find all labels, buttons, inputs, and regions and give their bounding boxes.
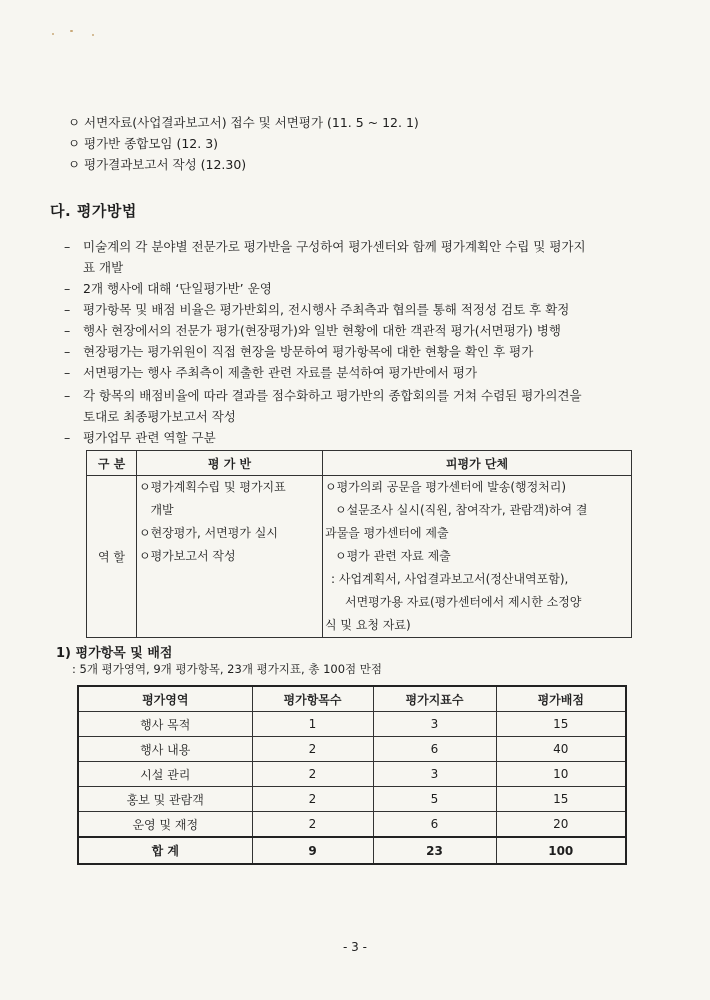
roles-header-evaluator: 평 가 반 — [137, 451, 323, 476]
schedule-list — [68, 112, 668, 175]
item-count-cell: 1 — [252, 712, 373, 737]
table-row — [78, 737, 626, 762]
method-item — [64, 385, 674, 427]
points-cell: 15 — [496, 787, 626, 812]
evaluated-line: 과물을 평가센터에 제출 — [325, 526, 449, 540]
scores-header-points: 평가배점 — [496, 686, 626, 712]
schedule-item — [68, 112, 668, 133]
indicator-count-cell: 6 — [373, 737, 496, 762]
indicator-count-cell: 3 — [373, 762, 496, 787]
item-count-cell: 2 — [252, 737, 373, 762]
method-item — [64, 236, 674, 278]
method-item — [64, 341, 674, 362]
indicator-count-cell: 6 — [373, 812, 496, 838]
roles-body-row — [87, 476, 632, 638]
roles-table — [86, 450, 632, 638]
area-cell: 행사 목적 — [78, 712, 252, 737]
indicator-count-cell: 3 — [373, 712, 496, 737]
circle-bullet-icon: ㅇ — [68, 157, 81, 172]
dash-bullet: – — [64, 323, 71, 338]
method-text: 평가업무 관련 역할 구분 — [83, 430, 216, 445]
area-cell: 시설 관리 — [78, 762, 252, 787]
evaluated-line: 서면평가용 자료(평가센터에서 제시한 소정양 — [345, 595, 582, 609]
total-label: 합 계 — [78, 837, 252, 864]
method-item — [64, 320, 674, 341]
area-cell: 홍보 및 관람객 — [78, 787, 252, 812]
method-text: 행사 현장에서의 전문가 평가(현장평가)와 일반 현황에 대한 객관적 평가(서면평가) 병행 — [83, 323, 561, 338]
roles-row-label: 역 할 — [87, 476, 137, 638]
method-text: 2개 행사에 대해 ‘단일평가반’ 운영 — [83, 281, 272, 296]
total-item-count: 9 — [252, 837, 373, 864]
item-count-cell: 2 — [252, 812, 373, 838]
roles-evaluator-cell — [137, 476, 323, 638]
points-cell: 20 — [496, 812, 626, 838]
dash-bullet: – — [64, 430, 71, 445]
schedule-text: 평가결과보고서 작성 (12.30) — [84, 157, 247, 172]
dash-bullet: – — [64, 388, 71, 403]
total-points: 100 — [496, 837, 626, 864]
method-item — [64, 299, 674, 320]
dash-bullet: – — [64, 281, 71, 296]
method-text: 미술계의 각 분야별 전문가로 평가반을 구성하여 평가센터와 함께 평가계획안 수립 및 평가지 — [83, 239, 586, 254]
method-item — [64, 362, 674, 383]
method-text: 현장평가는 평가위원이 직접 현장을 방문하여 평가항목에 대한 현황을 확인 후 평가 — [83, 344, 534, 359]
dash-bullet: – — [64, 365, 71, 380]
area-cell: 운영 및 재정 — [78, 812, 252, 838]
item-count-cell: 2 — [252, 787, 373, 812]
schedule-text: 서면자료(사업결과보고서) 접수 및 서면평가 (11. 5 ~ 12. 1) — [84, 115, 419, 130]
roles-header-evaluated: 피평가 단체 — [323, 451, 632, 476]
scores-table — [77, 685, 627, 865]
evaluator-line: ㅇ평가계획수립 및 평가지표 — [139, 480, 286, 494]
table-row — [78, 812, 626, 838]
scan-specks — [48, 28, 98, 38]
evaluated-line: ㅇ설문조사 실시(직원, 참여작가, 관람객)하여 결 — [335, 503, 588, 517]
schedule-text: 평가반 종합모임 (12. 3) — [84, 136, 219, 151]
scores-header-area: 평가영역 — [78, 686, 252, 712]
table-row — [78, 762, 626, 787]
evaluator-line: 개발 — [139, 503, 174, 517]
method-text: 서면평가는 행사 주최측이 제출한 관련 자료를 분석하여 평가반에서 평가 — [83, 365, 478, 380]
roles-header-category: 구 분 — [87, 451, 137, 476]
method-text: 평가항목 및 배점 비율은 평가반회의, 전시행사 주최측과 협의를 통해 적정성 검토 후 확정 — [83, 302, 570, 317]
points-cell: 40 — [496, 737, 626, 762]
method-list — [64, 236, 674, 448]
dash-bullet: – — [64, 302, 71, 317]
total-row — [78, 837, 626, 864]
circle-bullet-icon: ㅇ — [68, 136, 81, 151]
table-row — [78, 712, 626, 737]
evaluator-line: ㅇ평가보고서 작성 — [139, 549, 236, 563]
total-indicator-count: 23 — [373, 837, 496, 864]
method-item — [64, 278, 674, 299]
item-count-cell: 2 — [252, 762, 373, 787]
scores-heading: 1) 평가항목 및 배점 — [56, 646, 173, 661]
page-number: - 3 - — [343, 940, 367, 954]
dash-bullet: – — [64, 239, 71, 254]
evaluated-line: : 사업계획서, 사업결과보고서(정산내역포함), — [331, 572, 569, 586]
points-cell: 15 — [496, 712, 626, 737]
indicator-count-cell: 5 — [373, 787, 496, 812]
section-heading: 다. 평가방법 — [50, 202, 137, 220]
circle-bullet-icon: ㅇ — [68, 115, 81, 130]
scores-note: : 5개 평가영역, 9개 평가항목, 23개 평가지표, 총 100점 만점 — [72, 662, 383, 676]
evaluated-line: ㅇ평가의뢰 공문을 평가센터에 발송(행정처리) — [325, 480, 567, 494]
evaluator-line: ㅇ현장평가, 서면평가 실시 — [139, 526, 278, 540]
roles-header-row — [87, 451, 632, 476]
scores-header-item-count: 평가항목수 — [252, 686, 373, 712]
table-row — [78, 787, 626, 812]
evaluated-line: 식 및 요청 자료) — [325, 618, 411, 632]
method-text-cont: 표 개발 — [83, 260, 124, 275]
points-cell: 10 — [496, 762, 626, 787]
scores-header-indicator-count: 평가지표수 — [373, 686, 496, 712]
scores-header-row — [78, 686, 626, 712]
area-cell: 행사 내용 — [78, 737, 252, 762]
dash-bullet: – — [64, 344, 71, 359]
roles-evaluated-cell — [323, 476, 632, 638]
method-item — [64, 427, 674, 448]
schedule-item — [68, 133, 668, 154]
schedule-item — [68, 154, 668, 175]
method-text: 각 항목의 배점비율에 따라 결과를 점수화하고 평가반의 종합회의를 거쳐 수렴된 평가의견을 — [83, 388, 582, 403]
evaluated-line: ㅇ평가 관련 자료 제출 — [335, 549, 451, 563]
method-text-cont: 토대로 최종평가보고서 작성 — [83, 409, 236, 424]
